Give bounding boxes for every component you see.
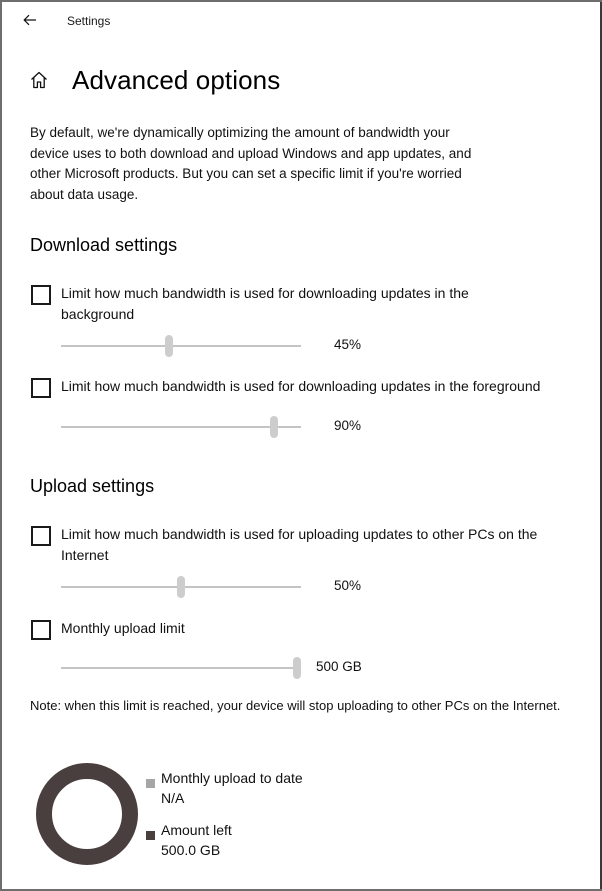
download-foreground-slider[interactable] <box>61 416 301 438</box>
page-title: Advanced options <box>72 64 281 95</box>
upload-to-date-value: N/A <box>161 790 185 806</box>
app-title: Settings <box>67 14 111 28</box>
slider-thumb[interactable] <box>270 416 278 438</box>
amount-left-value: 500.0 GB <box>161 842 221 858</box>
upload-settings-heading: Upload settings <box>30 476 155 496</box>
slider-track <box>61 667 301 669</box>
title-bar <box>2 2 600 40</box>
download-background-slider[interactable] <box>61 335 301 357</box>
page-description: By default, we're dynamically optimizing the amount of bandwidth your device uses to both download and upload Windows and app updates, and other Microsoft products. But you can set a specific limit if you're worried about data usage. <box>30 125 472 202</box>
upload-to-date-swatch <box>146 779 155 788</box>
monthly-upload-checkbox-row[interactable] <box>31 620 591 640</box>
upload-limit-note: Note: when this limit is reached, your device will stop uploading to other PCs on the Internet. <box>30 698 561 713</box>
home-icon <box>29 70 49 90</box>
download-background-value: 45% <box>334 337 362 352</box>
download-foreground-checkbox-row[interactable] <box>31 378 591 398</box>
amount-left-swatch <box>146 831 155 840</box>
monthly-upload-slider[interactable] <box>61 657 301 679</box>
page-header <box>28 60 280 100</box>
download-foreground-label: Limit how much bandwidth is used for downloading updates in the foreground <box>61 378 541 394</box>
upload-internet-value: 50% <box>334 578 362 593</box>
monthly-upload-value: 500 GB <box>316 659 362 674</box>
amount-left-ring <box>44 771 130 857</box>
back-arrow-icon <box>23 14 37 26</box>
download-foreground-value: 90% <box>334 418 362 433</box>
upload-usage-donut-chart <box>34 761 140 867</box>
monthly-upload-label: Monthly upload limit <box>61 620 185 636</box>
download-background-checkbox[interactable] <box>31 285 51 305</box>
upload-internet-checkbox[interactable] <box>31 526 51 546</box>
download-settings-heading: Download settings <box>30 235 178 255</box>
monthly-upload-checkbox[interactable] <box>31 620 51 640</box>
upload-internet-slider[interactable] <box>61 576 301 598</box>
upload-to-date-label: Monthly upload to date <box>161 770 303 786</box>
slider-track <box>61 345 301 347</box>
download-foreground-checkbox[interactable] <box>31 378 51 398</box>
home-button[interactable] <box>28 69 50 91</box>
slider-thumb[interactable] <box>293 657 301 679</box>
slider-track <box>61 426 301 428</box>
upload-internet-label: Limit how much bandwidth is used for uploading updates to other PCs on the Internet <box>61 526 538 563</box>
upload-internet-checkbox-row[interactable] <box>31 526 591 565</box>
download-background-checkbox-row[interactable] <box>31 285 591 324</box>
slider-thumb[interactable] <box>177 576 185 598</box>
download-background-label: Limit how much bandwidth is used for downloading updates in the background <box>61 285 469 322</box>
slider-thumb[interactable] <box>165 335 173 357</box>
back-button[interactable] <box>16 7 44 33</box>
amount-left-label: Amount left <box>161 822 232 838</box>
